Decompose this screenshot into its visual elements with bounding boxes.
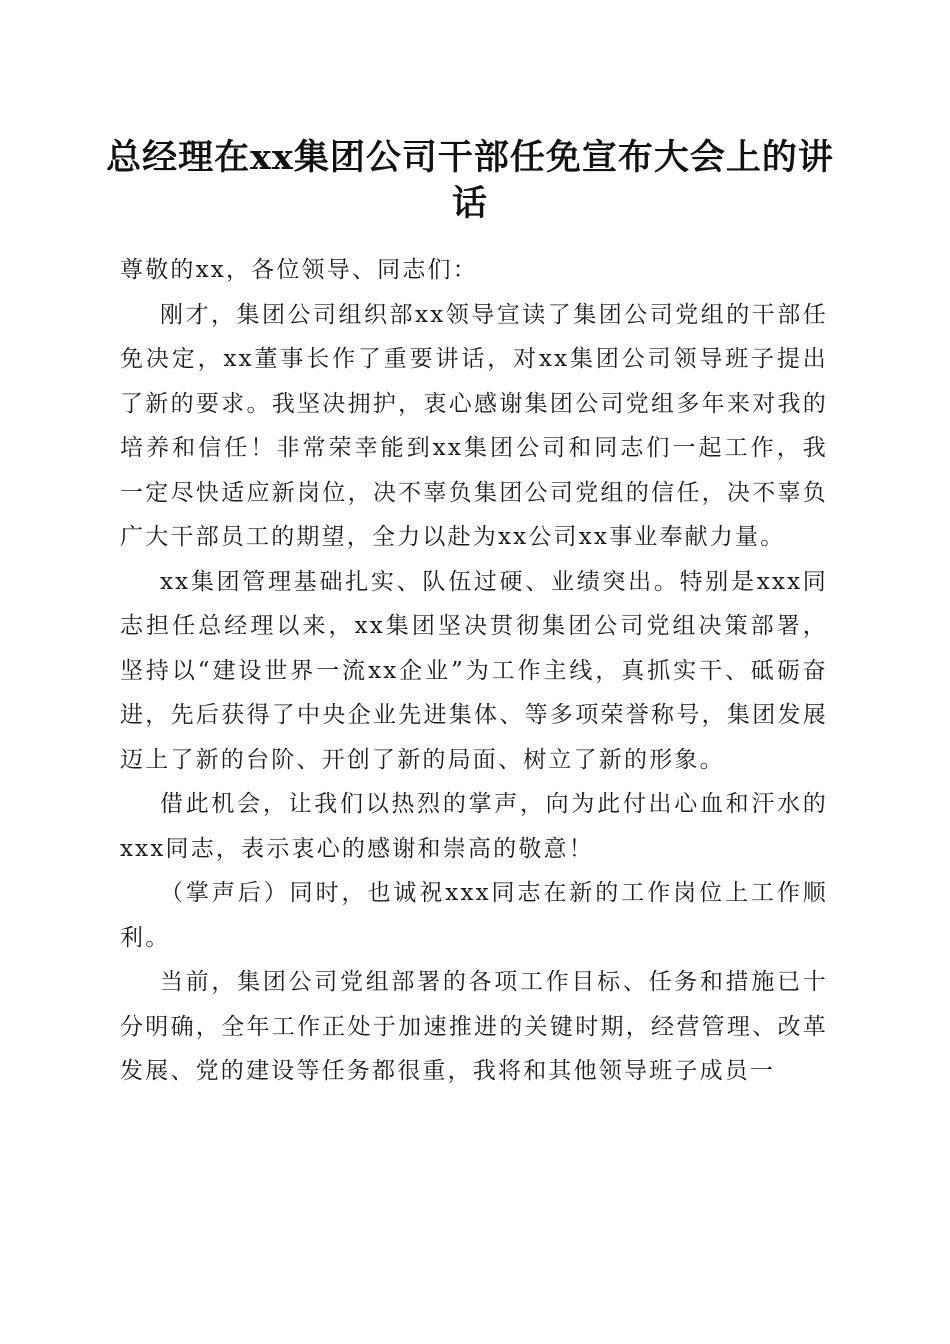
paragraph-2: xx集团管理基础扎实、队伍过硬、业绩突出。特别是xxx同志担任总经理以来，xx集团坚决贯彻集团公司党组决策部署，坚持以“建设世界一流xx企业”为工作主线，真抓实干、砥砺奋进，先后获得了中央企业先进集体、等多项荣誉称号，集团发展迈上了新的台阶、开创了新的局面、树立了新的形象。 xyxy=(120,568,828,773)
paragraph-1: 刚才，集团公司组织部xx领导宣读了集团公司党组的干部任免决定，xx董事长作了重要讲话，对xx集团公司领导班子提出了新的要求。我坚决拥护，衷心感谢集团公司党组多年来对我的培养和信任！非常荣幸能到xx集团公司和同志们一起工作，我一定尽快适应新岗位，决不辜负集团公司党组的信任，决不辜负广大干部员工的期望，全力以赴为xx公司xx事业奉献力量。 xyxy=(120,301,828,550)
paragraph-3: 借此机会，让我们以热烈的掌声，向为此付出心血和汗水的xxx同志，表示衷心的感谢和崇高的敬意！ xyxy=(120,791,828,862)
paragraph-5: 当前，集团公司党组部署的各项工作目标、任务和措施已十分明确，全年工作正处于加速推进的关键时期，经营管理、改革发展、党的建设等任务都很重，我将和其他领导班子成员一 xyxy=(120,969,828,1084)
document-body xyxy=(120,248,828,1094)
paragraph-4: （掌声后）同时，也诚祝xxx同志在新的工作岗位上工作顺利。 xyxy=(120,880,828,951)
salutation: 尊敬的xx，各位领导、同志们： xyxy=(120,257,478,283)
document-title: 总经理在xx集团公司干部任免宣布大会上的讲话 xyxy=(106,137,834,224)
